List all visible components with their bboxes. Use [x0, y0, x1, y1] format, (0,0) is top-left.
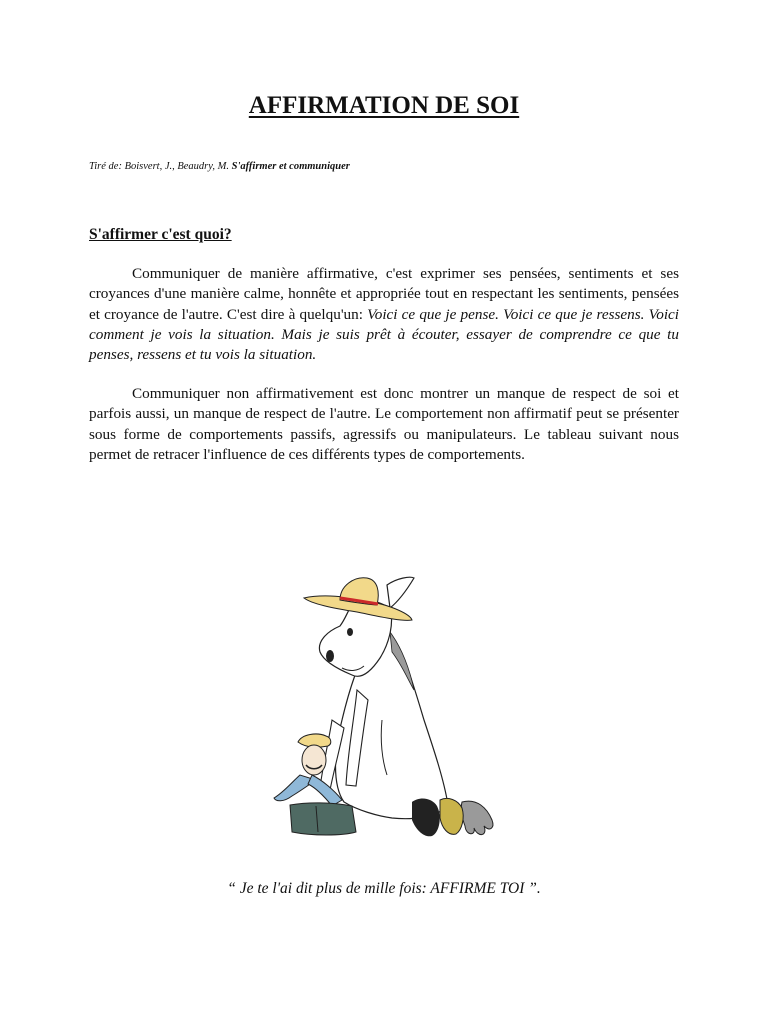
- paragraph-definition-quote: Voici ce que je pense. Voici ce que je ressens. Voici comment je vois la situation. Mais je suis prêt à écouter, essayer de comprendre ce que tu penses, ressens et tu vois la situation.: [89, 305, 680, 364]
- illustration-caption: “ Je te l'ai dit plus de mille fois: AFFIRME TOI ”.: [227, 880, 541, 897]
- source-book-title: S'affirmer et communiquer: [231, 161, 350, 172]
- source-citation: [89, 161, 350, 172]
- source-authors: Tiré de: Boisvert, J., Beaudry, M.: [89, 161, 232, 172]
- section-heading: S'affirmer c'est quoi?: [89, 226, 232, 243]
- paragraph-definition: [89, 264, 679, 365]
- document-title: AFFIRMATION DE SOI: [248, 92, 520, 119]
- donkey-tail: [461, 801, 493, 834]
- paragraph-non-assertive: Communiquer non affirmativement est donc montrer un manque de respect de soi et parfois aussi, un manque de respect de l'autre. Le comportement non affirmatif peut se présenter sous forme de comportements passifs, agressifs ou manipulateurs. Le tableau suivant nous permet de retracer l'influence de ces différents types de comportements.: [89, 385, 679, 463]
- donkey-nostril: [326, 650, 334, 662]
- paragraph-definition-text: Communiquer de manière affirmative, c'est exprimer ses pensées, sentiments et ses croyances d'une manière calme, honnête et appropriée tout en respectant les sentiments, pensées et croyance de l'autre. C'est dire à quelqu'un:: [89, 265, 679, 323]
- donkey-cartoon-illustration: [262, 570, 502, 845]
- donkey-eye: [347, 628, 353, 636]
